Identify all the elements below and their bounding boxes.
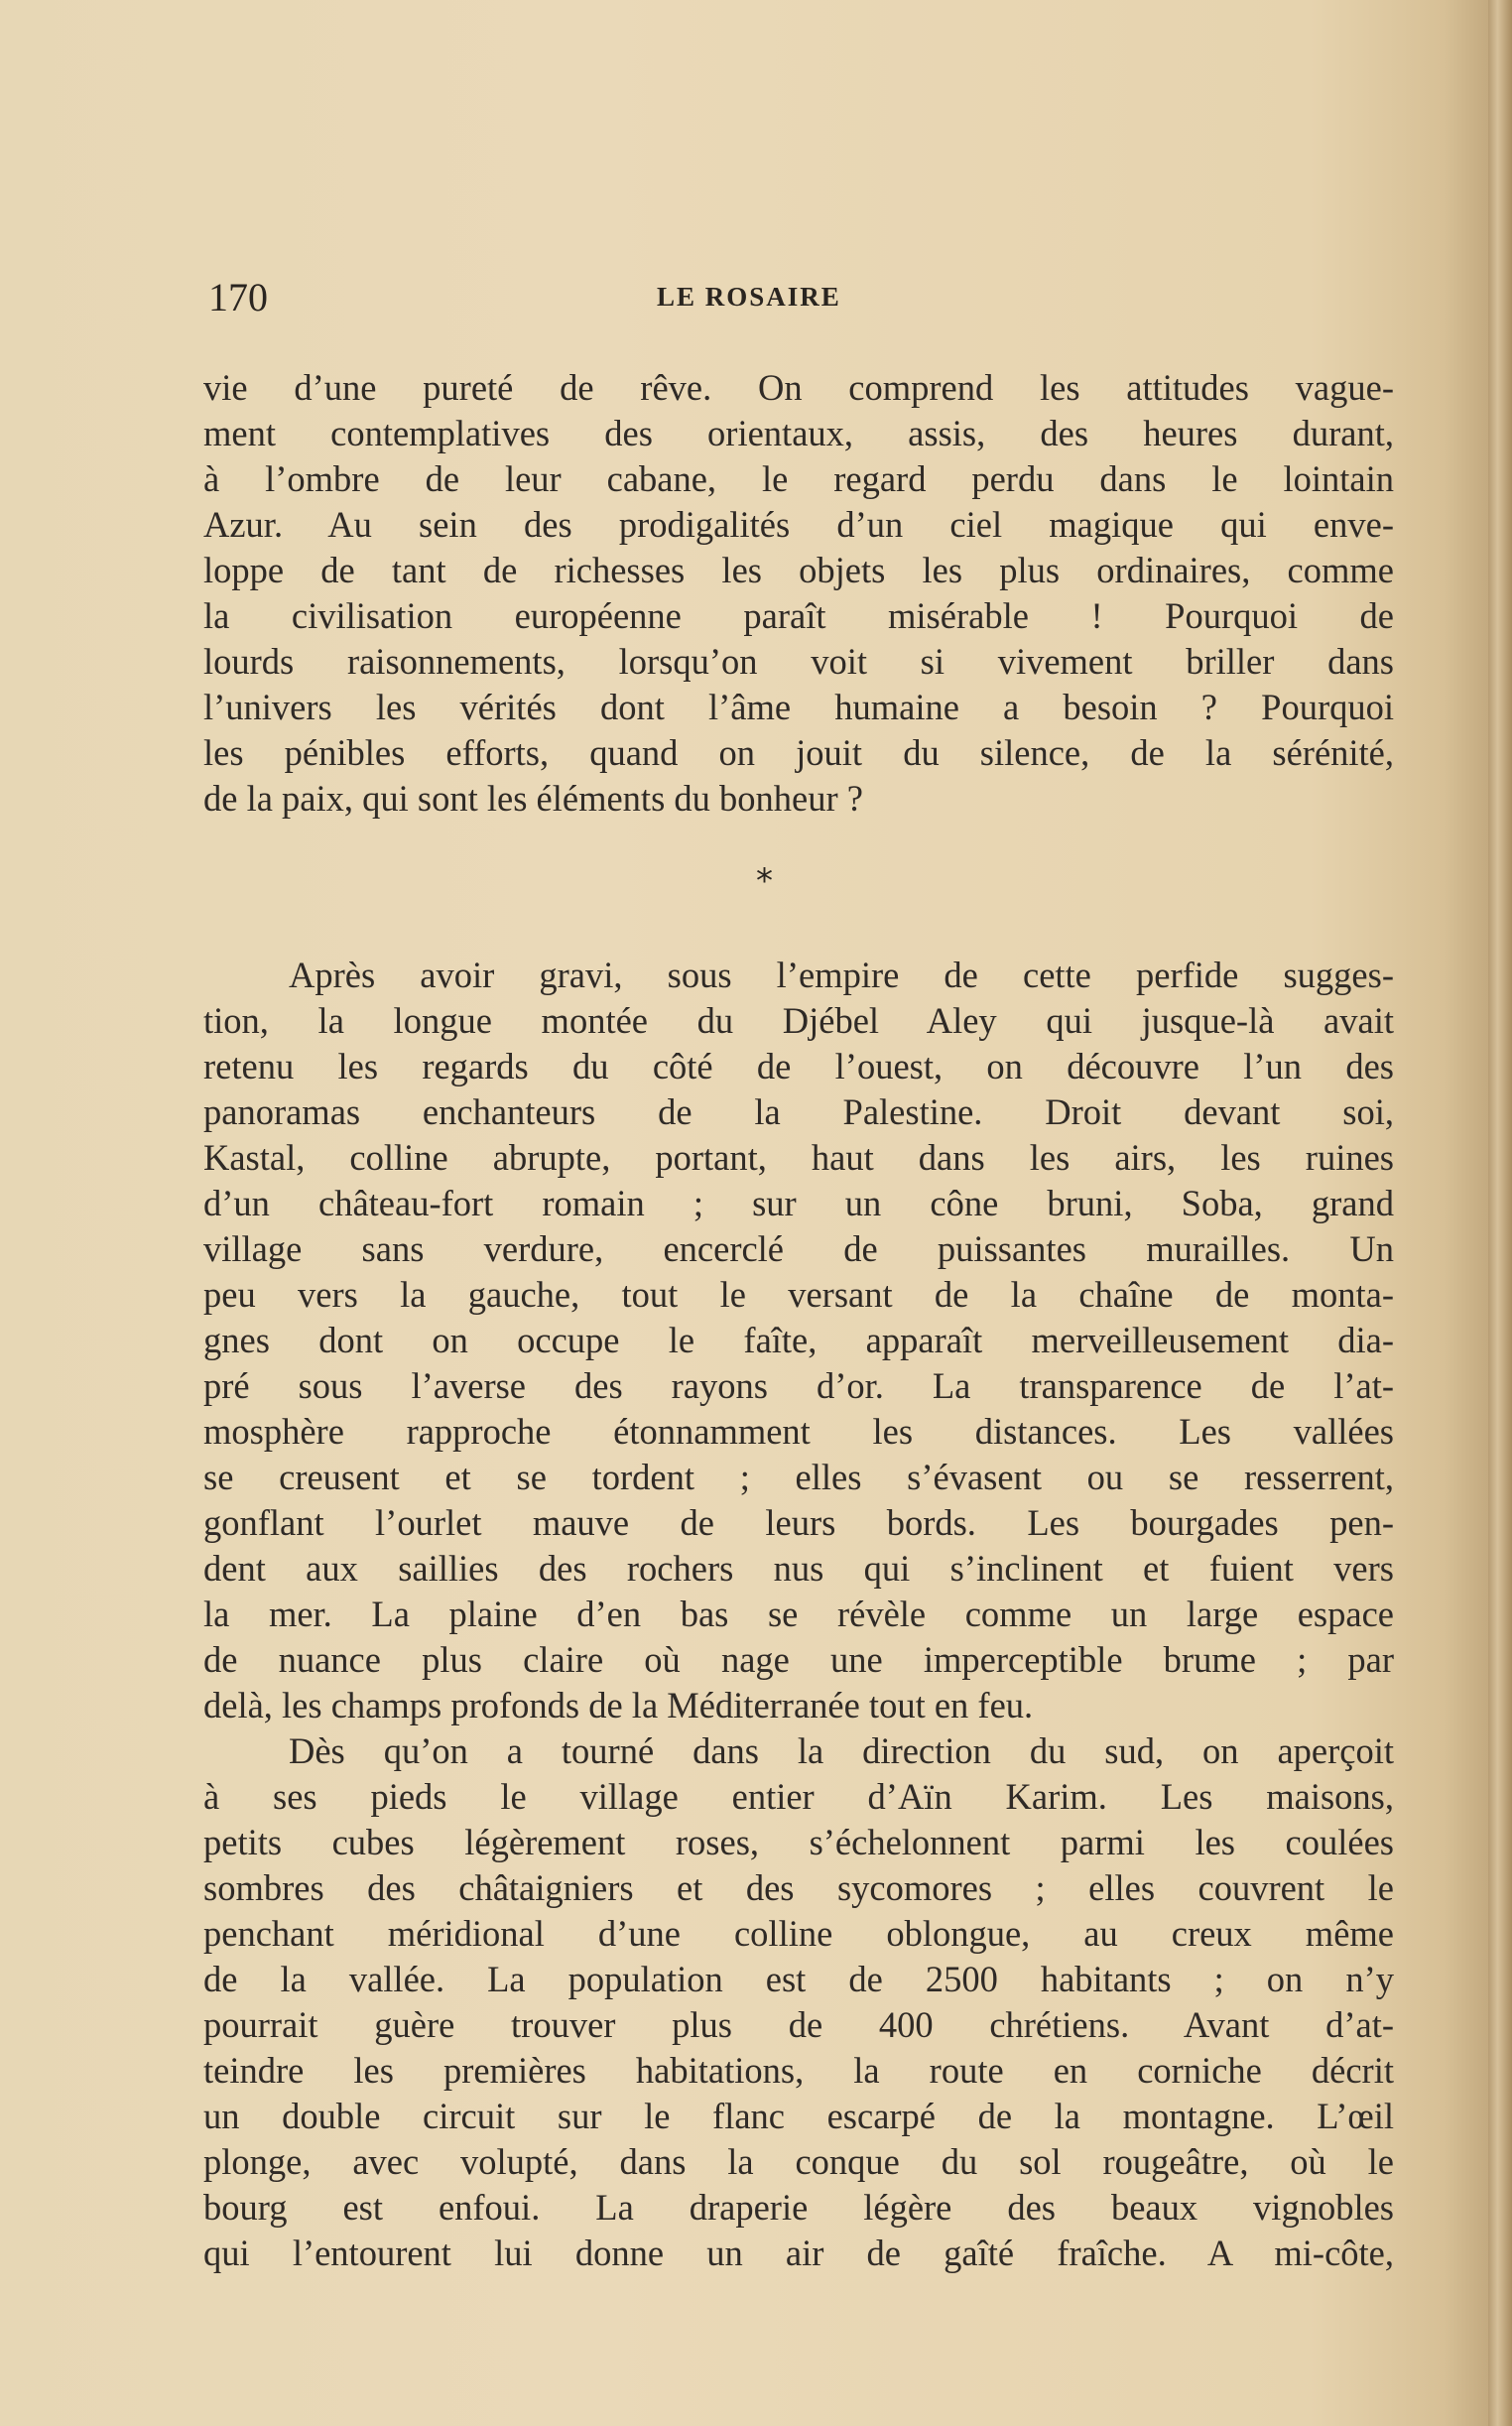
text-line: loppe de tant de richesses les objets les plus ordinaires, comme <box>203 550 1394 590</box>
text-line: de la vallée. La population est de 2500 habitants ; on n’y <box>203 1959 1394 1999</box>
paragraphs-panorama <box>203 953 1394 2276</box>
text-line: Azur. Au sein des prodigalités d’un ciel magique qui enve- <box>203 504 1394 545</box>
text-line: de la paix, qui sont les éléments du bonheur ? <box>203 778 863 819</box>
page-number: 170 <box>208 275 268 319</box>
text-line: panoramas enchanteurs de la Palestine. Droit devant soi, <box>203 1091 1394 1132</box>
text-line: pré sous l’averse des rayons d’or. La transparence de l’at- <box>203 1365 1394 1406</box>
text-line: la mer. La plaine d’en bas se révèle comme un large espace <box>203 1594 1394 1634</box>
text-line: plonge, avec volupté, dans la conque du sol rougeâtre, où le <box>203 2141 1394 2182</box>
page-edge <box>1488 0 1512 2426</box>
text-line: Après avoir gravi, sous l’empire de cette perfide sugges- <box>289 955 1394 995</box>
text-line: Dès qu’on a tourné dans la direction du sud, on aperçoit <box>289 1730 1394 1771</box>
text-line: village sans verdure, encerclé de puissantes murailles. Un <box>203 1228 1394 1269</box>
text-line: les pénibles efforts, quand on jouit du silence, de la sérénité, <box>203 732 1394 773</box>
text-line: un double circuit sur le flanc escarpé de la montagne. L’œil <box>203 2096 1394 2136</box>
text-line: dent aux saillies des rochers nus qui s’inclinent et fuient vers <box>203 1548 1394 1589</box>
text-line: se creusent et se tordent ; elles s’évasent ou se resserrent, <box>203 1457 1394 1497</box>
text-line: vie d’une pureté de rêve. On comprend les attitudes vague- <box>203 367 1394 408</box>
text-line: à l’ombre de leur cabane, le regard perdu dans le lointain <box>203 458 1394 499</box>
text-line: retenu les regards du côté de l’ouest, on découvre l’un des <box>203 1046 1394 1086</box>
text-line: gnes dont on occupe le faîte, apparaît merveilleusement dia- <box>203 1320 1394 1360</box>
text-line: mosphère rapproche étonnamment les distances. Les vallées <box>203 1411 1394 1452</box>
text-line: ment contemplatives des orientaux, assis, des heures durant, <box>203 413 1394 453</box>
running-title: LE ROSAIRE <box>657 282 841 312</box>
text-line: à ses pieds le village entier d’Aïn Karim. Les maisons, <box>203 1776 1394 1817</box>
text-line: gonflant l’ourlet mauve de leurs bords. Les bourgades pen- <box>203 1502 1394 1543</box>
text-line: Kastal, colline abrupte, portant, haut dans les airs, les ruines <box>203 1137 1394 1178</box>
text-line: lourds raisonnements, lorsqu’on voit si vivement briller dans <box>203 641 1394 682</box>
section-separator: * <box>756 861 773 901</box>
text-line: petits cubes légèrement roses, s’échelonnent parmi les coulées <box>203 1822 1394 1862</box>
text-line: la civilisation européenne paraît misérable ! Pourquoi de <box>203 595 1394 636</box>
text-line: tion, la longue montée du Djébel Aley qui jusque-là avait <box>203 1000 1394 1041</box>
paragraph-reverie <box>203 365 1394 822</box>
text-line: l’univers les vérités dont l’âme humaine a besoin ? Pourquoi <box>203 687 1394 727</box>
text-line: qui l’entourent lui donne un air de gaîté fraîche. A mi-côte, <box>203 2233 1394 2273</box>
text-line: de nuance plus claire où nage une imperceptible brume ; par <box>203 1639 1394 1680</box>
text-line: peu vers la gauche, tout le versant de la chaîne de monta- <box>203 1274 1394 1315</box>
running-head <box>208 274 1389 333</box>
text-line: d’un château-fort romain ; sur un cône bruni, Soba, grand <box>203 1183 1394 1223</box>
text-line: bourg est enfoui. La draperie légère des beaux vignobles <box>203 2187 1394 2228</box>
text-line: delà, les champs profonds de la Méditerranée tout en feu. <box>203 1685 1034 1725</box>
text-line: teindre les premières habitations, la route en corniche décrit <box>203 2050 1394 2091</box>
text-line: sombres des châtaigniers et des sycomores ; elles couvrent le <box>203 1867 1394 1908</box>
text-line: penchant méridional d’une colline oblongue, au creux même <box>203 1913 1394 1954</box>
text-line: pourrait guère trouver plus de 400 chrétiens. Avant d’at- <box>203 2004 1394 2045</box>
